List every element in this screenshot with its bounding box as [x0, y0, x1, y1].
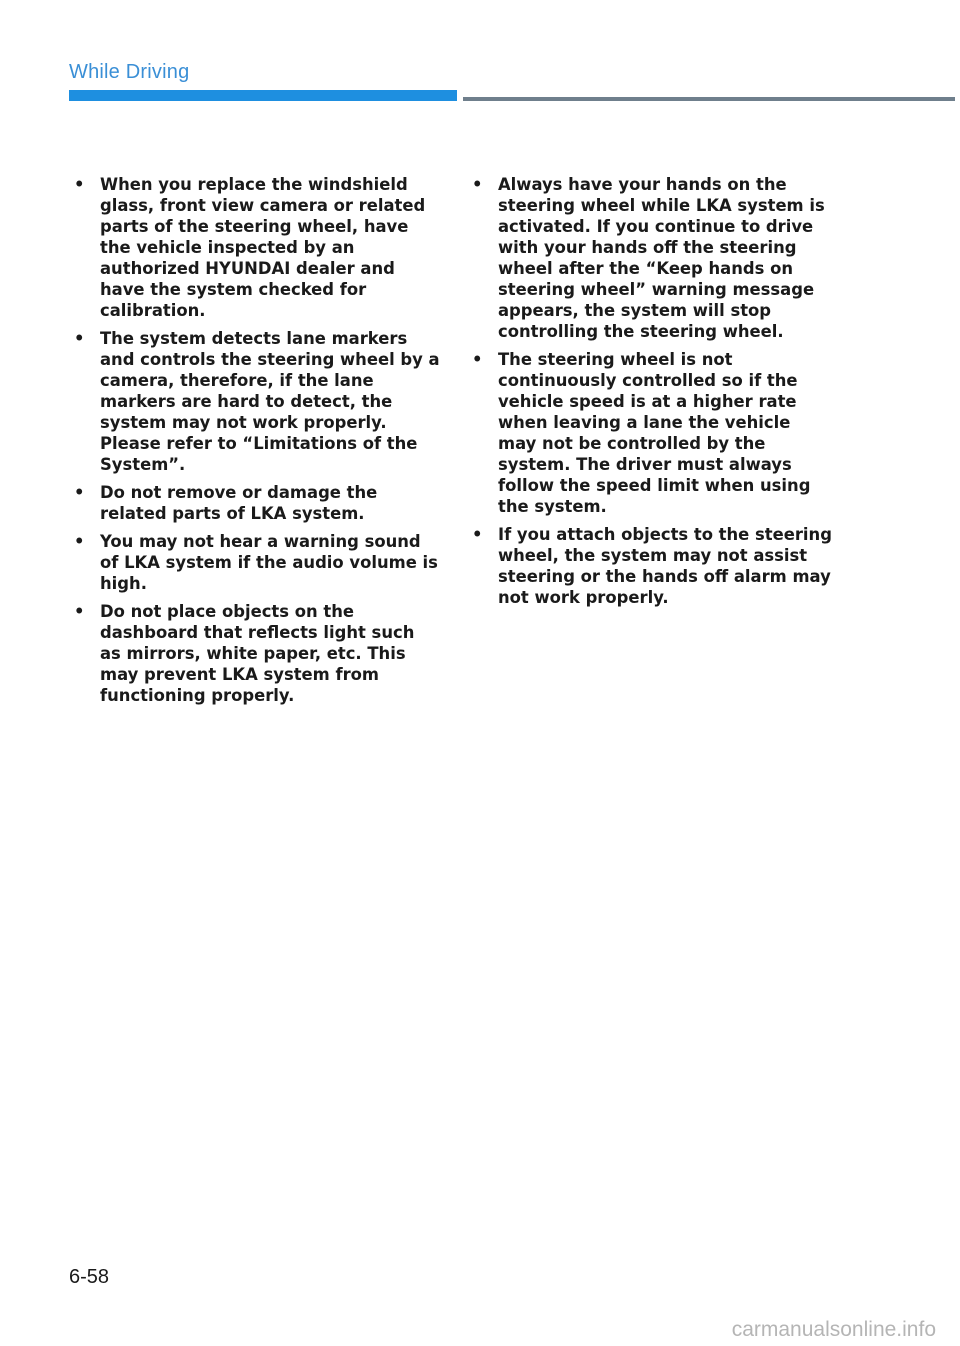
right-bullet-list [472, 174, 832, 608]
bullet-item: • Always have your hands on the steering wheel while LKA system is activated. If you continue to drive with your hands off the steering wheel after the “Keep hands on steering wheel” warning message appears, the system will stop controlling the steering wheel. [472, 174, 832, 342]
section-title: While Driving [69, 61, 190, 83]
bullet-item: • Do not place objects on the dashboard that reflects light such as mirrors, white paper, etc. This may prevent LKA system from functioning properly. [74, 601, 440, 706]
watermark: carmanualsonline.info [731, 1318, 936, 1341]
bullet-item: • If you attach objects to the steering wheel, the system may not assist steering or the hands off alarm may not work properly. [472, 524, 832, 608]
bullet-item: • You may not hear a warning sound of LKA system if the audio volume is high. [74, 531, 440, 594]
bullet-item: • When you replace the windshield glass, front view camera or related parts of the steering wheel, have the vehicle inspected by an authorized HYUNDAI dealer and have the system checked for calibration. [74, 174, 440, 321]
left-bullet-list [74, 174, 440, 706]
right-column [472, 174, 832, 615]
page-number: 6-58 [69, 1266, 110, 1288]
bullet-item: • The system detects lane markers and controls the steering wheel by a camera, therefore, if the lane markers are hard to detect, the system may not work properly. Please refer to “Limitations of the System”. [74, 328, 440, 475]
bullet-item: • The steering wheel is not continuously controlled so if the vehicle speed is at a higher rate when leaving a lane the vehicle may not be controlled by the system. The driver must always follow the speed limit when using the system. [472, 349, 832, 517]
header-rule-accent [69, 90, 457, 101]
left-column [74, 174, 440, 713]
bullet-item: • Do not remove or damage the related parts of LKA system. [74, 482, 440, 524]
header-rule-secondary [463, 97, 955, 101]
